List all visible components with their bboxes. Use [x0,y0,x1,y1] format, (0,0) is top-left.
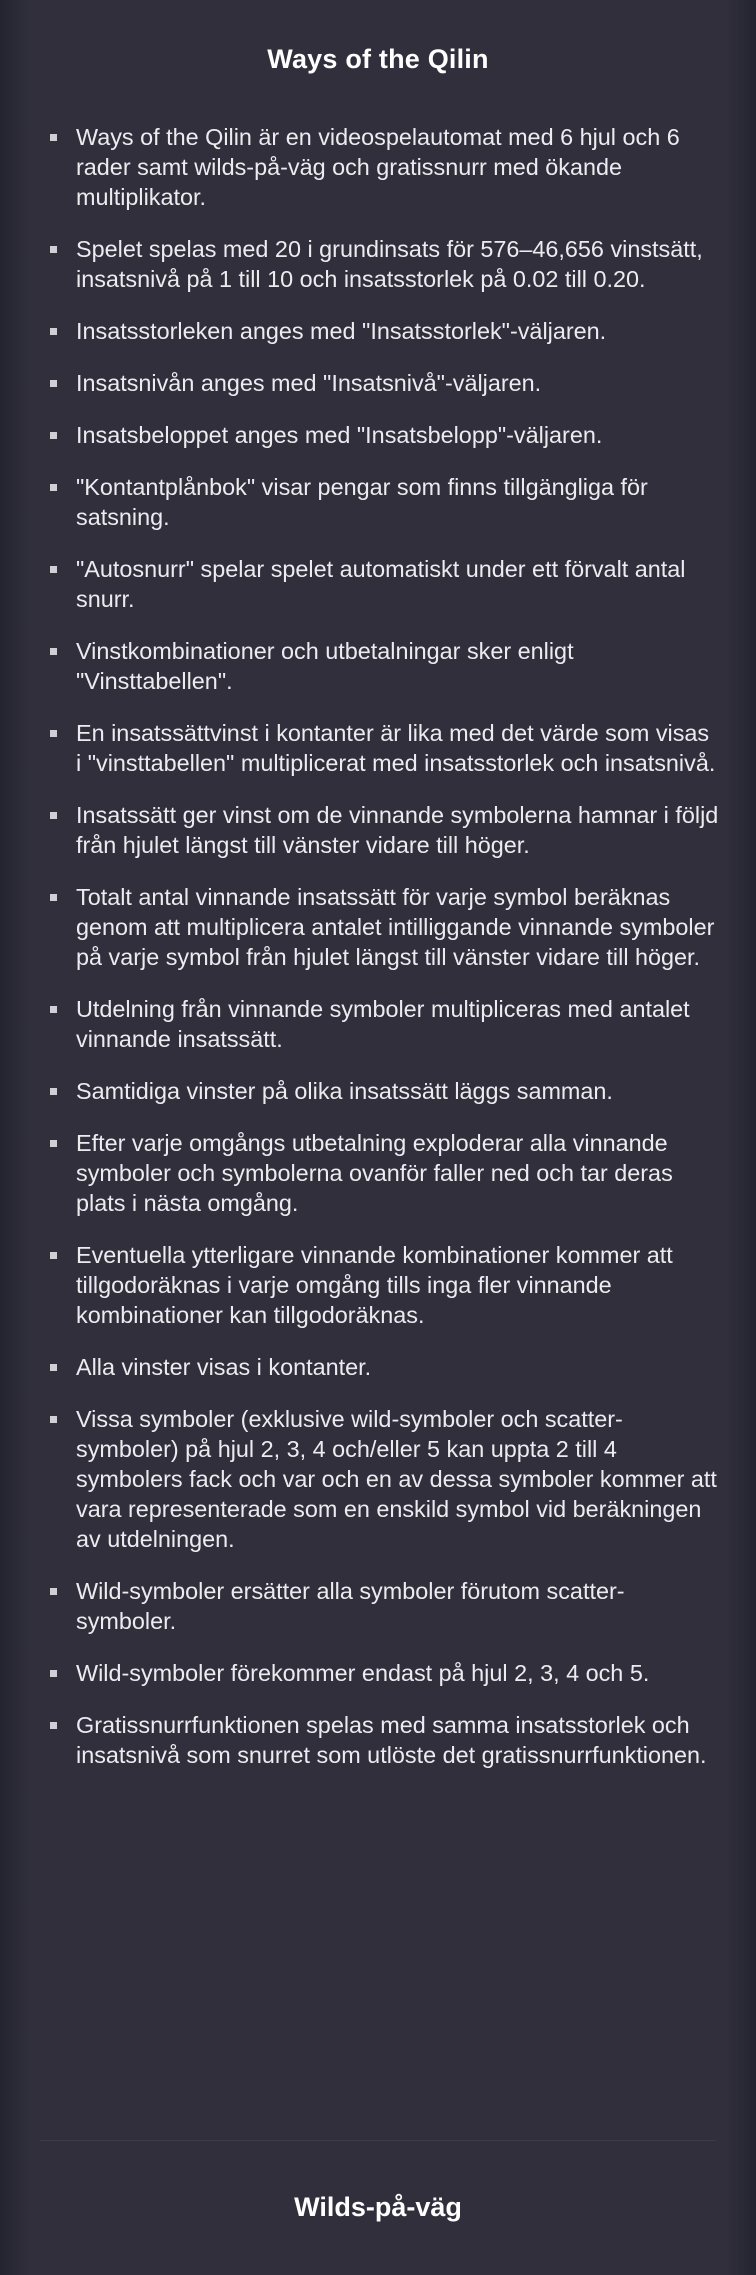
bullet-icon [50,1722,57,1729]
rule-item [50,1658,720,1688]
rule-item [50,718,720,778]
rule-item [50,1240,720,1330]
bullet-icon [50,246,57,253]
rule-text: Efter varje omgångs utbetalning exploderar alla vinnande symboler och symbolerna ovanför faller ned och tar deras plats i nästa omgång. [76,1130,673,1216]
section-divider [40,2140,716,2141]
section-title-wilds: Wilds-på-väg [294,2192,462,2222]
rule-item [50,1352,720,1382]
rule-text: Gratissnurrfunktionen spelas med samma insatsstorlek och insatsnivå som snurret som utlöste det gratissnurrfunktionen. [76,1712,707,1768]
bullet-icon [50,380,57,387]
rule-text: En insatssättvinst i kontanter är lika med det värde som visas i "vinsttabellen" multiplicerat med insatsstorlek och insatsnivå. [76,720,716,776]
rule-text: Utdelning från vinnande symboler multipliceras med antalet vinnande insatssätt. [76,996,690,1052]
rule-text: Eventuella ytterligare vinnande kombinationer kommer att tillgodoräknas i varje omgång tills inga fler vinnande kombinationer kan tillgodoräknas. [76,1242,673,1328]
bullet-icon [50,1364,57,1371]
page-title: Ways of the Qilin [267,44,489,74]
rule-text: "Autosnurr" spelar spelet automatiskt under ett förvalt antal snurr. [76,556,686,612]
rule-item [50,1128,720,1218]
rule-item [50,316,720,346]
rule-text: Insatsstorleken anges med "Insatsstorlek"-väljaren. [76,318,607,344]
rule-item [50,800,720,860]
rule-item [50,882,720,972]
rule-item [50,1404,720,1554]
rule-item [50,994,720,1054]
rules-list [50,122,720,1792]
rule-item [50,554,720,614]
bullet-icon [50,328,57,335]
bullet-icon [50,730,57,737]
rule-item [50,1710,720,1770]
rule-text: Vinstkombinationer och utbetalningar sker enligt "Vinsttabellen". [76,638,574,694]
rule-text: "Kontantplånbok" visar pengar som finns tillgängliga för satsning. [76,474,648,530]
rule-text: Insatsbeloppet anges med "Insatsbelopp"-väljaren. [76,422,603,448]
rule-text: Wild-symboler ersätter alla symboler förutom scatter-symboler. [76,1578,625,1634]
rule-text: Insatssätt ger vinst om de vinnande symbolerna hamnar i följd från hjulet längst till vänster vidare till höger. [76,802,719,858]
bullet-icon [50,1588,57,1595]
bullet-icon [50,894,57,901]
rule-text: Spelet spelas med 20 i grundinsats för 576–46,656 vinstsätt, insatsnivå på 1 till 10 och insatsstorlek på 0.02 till 0.20. [76,236,703,292]
rule-text: Insatsnivån anges med "Insatsnivå"-väljaren. [76,370,542,396]
bullet-icon [50,1670,57,1677]
rule-text: Vissa symboler (exklusive wild-symboler och scatter-symboler) på hjul 2, 3, 4 och/eller 5 kan uppta 2 till 4 symbolers fack och var och en av dessa symboler kommer att vara representerade som en enskild symbol vid beräkningen av utdelningen. [76,1406,717,1552]
rule-item [50,1576,720,1636]
bullet-icon [50,1088,57,1095]
rule-text: Wild-symboler förekommer endast på hjul 2, 3, 4 och 5. [76,1660,650,1686]
bullet-icon [50,648,57,655]
rule-item [50,234,720,294]
rule-item [50,420,720,450]
rule-text: Samtidiga vinster på olika insatssätt läggs samman. [76,1078,613,1104]
bullet-icon [50,432,57,439]
rule-text: Alla vinster visas i kontanter. [76,1354,372,1380]
rule-item [50,472,720,532]
bullet-icon [50,812,57,819]
rule-item [50,122,720,212]
bullet-icon [50,1252,57,1259]
rule-item [50,1076,720,1106]
bullet-icon [50,1416,57,1423]
bullet-icon [50,1140,57,1147]
bullet-icon [50,134,57,141]
rule-text: Totalt antal vinnande insatssätt för varje symbol beräknas genom att multiplicera antalet intilliggande vinnande symboler på varje symbol från hjulet längst till vänster vidare till höger. [76,884,715,970]
rule-text: Ways of the Qilin är en videospelautomat med 6 hjul och 6 rader samt wilds-på-väg och gratissnurr med ökande multiplikator. [76,124,680,210]
bullet-icon [50,1006,57,1013]
bullet-icon [50,566,57,573]
rule-item [50,636,720,696]
bullet-icon [50,484,57,491]
rule-item [50,368,720,398]
